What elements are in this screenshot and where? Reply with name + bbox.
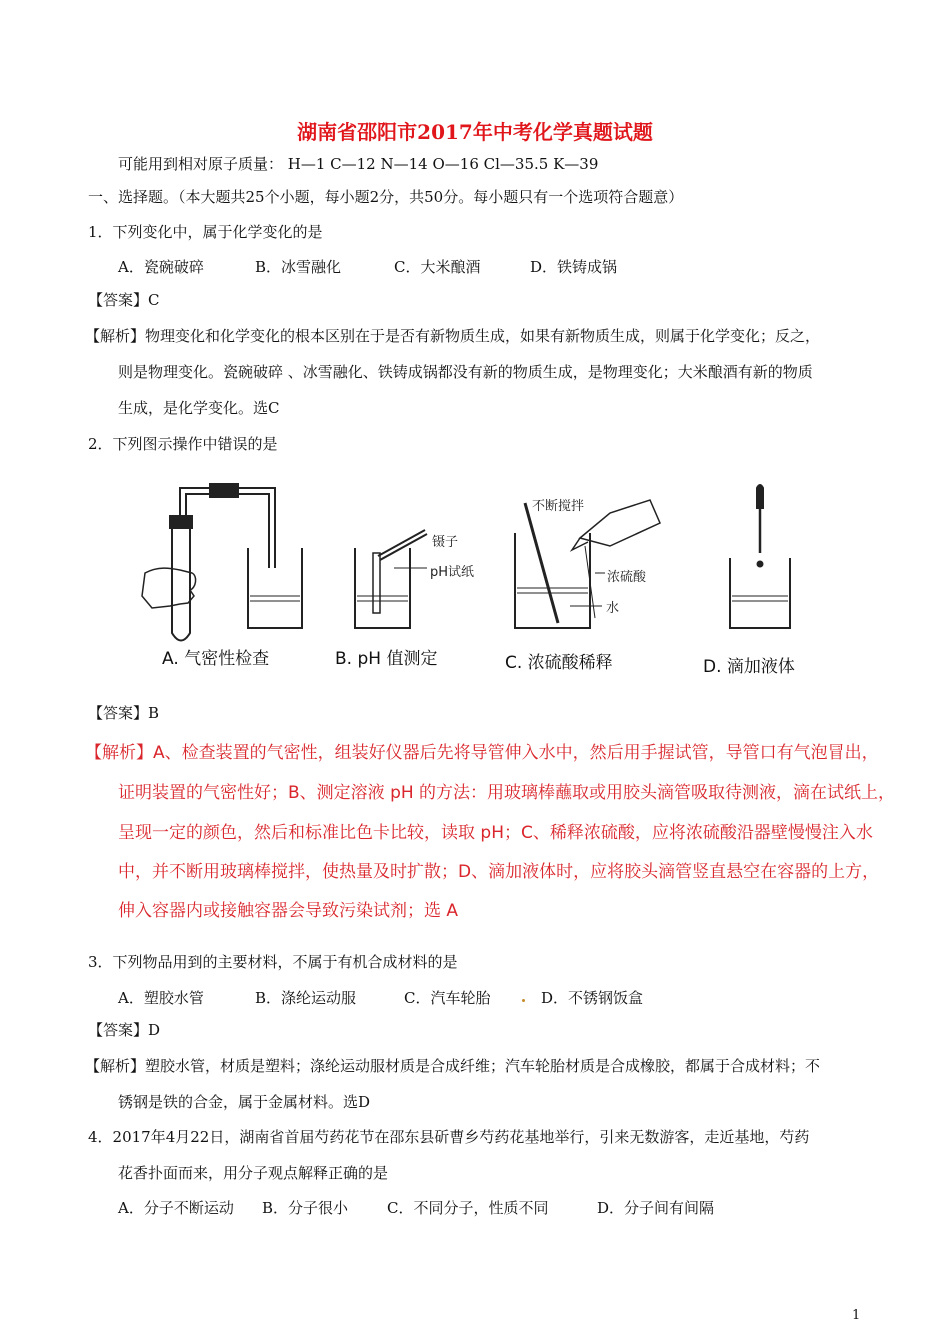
q2-analysis-line: 证明装置的气密性好；B、测定溶液 pH 的方法：用玻璃棒蘸取或用胶头滴管吸取待测液，滴在试纸上，: [118, 783, 896, 803]
q4-option-c: C．不同分子，性质不同: [387, 1199, 549, 1217]
q2-analysis-line: 中，并不断用玻璃棒搅拌，使热量及时扩散；D、滴加液体时，应将胶头滴管竖直悬空在容器的上方，: [118, 862, 880, 882]
q3-analysis-line: 锈钢是铁的合金，属于金属材料。选D: [118, 1093, 371, 1111]
q1-analysis-line: 则是物理变化。瓷碗破碎 、冰雪融化、铁铸成锅都没有新的物质生成，是物理变化；大米酿酒有新的物质: [118, 363, 813, 381]
caption-b: B. pH 值测定: [335, 649, 438, 669]
caption-d: D. 滴加液体: [703, 657, 795, 677]
q4-option-a: A．分子不断运动: [118, 1199, 234, 1217]
q3-answer: 【答案】D: [88, 1021, 161, 1039]
label-tweezers: 镊子: [432, 535, 459, 550]
q3-option-c: C．汽车轮胎: [404, 989, 491, 1007]
q1-stem: 1．下列变化中，属于化学变化的是: [88, 223, 323, 241]
q4-stem-line: 4．2017年4月22日，湖南省首届芍药花节在邵东县斫曹乡芍药花基地举行，引来无数游客，走近基地，芍药: [88, 1128, 810, 1146]
q3-option-d: D．不锈钢饭盒: [541, 989, 644, 1007]
figure-a-airtightness: [142, 484, 302, 641]
q3-stem: 3．下列物品用到的主要材料，不属于有机合成材料的是: [88, 953, 458, 971]
q1-option-d: D．铁铸成锅: [530, 258, 618, 276]
q2-stem: 2．下列图示操作中错误的是: [88, 435, 278, 453]
q2-analysis-line: 【解析】A、检查装置的气密性，组装好仪器后先将导管伸入水中，然后用手握试管，导管口有气泡冒出，: [85, 743, 879, 763]
figure-c-acid-dilution: [515, 500, 660, 628]
q3-option-b: B．涤纶运动服: [255, 989, 357, 1007]
q2-analysis-line: 伸入容器内或接触容器会导致污染试剂；选 A: [118, 901, 459, 921]
page-title: 湖南省邵阳市2017年中考化学真题试题: [297, 120, 653, 144]
atomic-mass-line: 可能用到相对原子质量： H—1 C—12 N—14 O—16 Cl—35.5 K—39: [118, 155, 599, 173]
q4-stem-line: 花香扑面而来，用分子观点解释正确的是: [118, 1164, 389, 1182]
label-water: 水: [606, 601, 620, 616]
label-conc-acid: 浓硫酸: [607, 570, 647, 585]
q4-option-b: B．分子很小: [262, 1199, 349, 1217]
q1-option-a: A．瓷碗破碎: [118, 258, 204, 276]
label-stirring: 不断搅拌: [532, 499, 585, 514]
q1-option-c: C．大米酿酒: [394, 258, 481, 276]
q1-analysis-line: 【解析】物理变化和化学变化的根本区别在于是否有新物质生成，如果有新物质生成，则属于化学变化；反之，: [85, 327, 821, 345]
stray-dot: [522, 999, 525, 1002]
caption-c: C. 浓硫酸稀释: [505, 653, 613, 673]
section-heading: 一、选择题。（本大题共25个小题，每小题2分，共50分。每小题只有一个选项符合题意）: [88, 188, 684, 206]
q4-option-d: D．分子间有间隔: [597, 1199, 715, 1217]
q1-analysis-line: 生成，是化学变化。选C: [118, 399, 280, 417]
q1-answer: 【答案】C: [88, 291, 160, 309]
q3-analysis-line: 【解析】塑胶水管，材质是塑料；涤纶运动服材质是合成纤维；汽车轮胎材质是合成橡胶，都属于合成材料；不: [85, 1057, 821, 1075]
q3-option-a: A．塑胶水管: [118, 989, 204, 1007]
caption-a: A. 气密性检查: [162, 649, 270, 669]
q2-answer: 【答案】B: [88, 704, 160, 722]
q1-option-b: B．冰雪融化: [255, 258, 342, 276]
label-ph-paper: pH试纸: [430, 565, 475, 580]
page-number: 1: [852, 1308, 861, 1323]
q2-analysis-line: 呈现一定的颜色，然后和标准比色卡比较，读取 pH；C、稀释浓硫酸，应将浓硫酸沿器壁慢慢注入水: [118, 823, 873, 843]
figure-b-ph-test: [355, 530, 427, 628]
figure-d-dropping-liquid: [730, 485, 790, 628]
